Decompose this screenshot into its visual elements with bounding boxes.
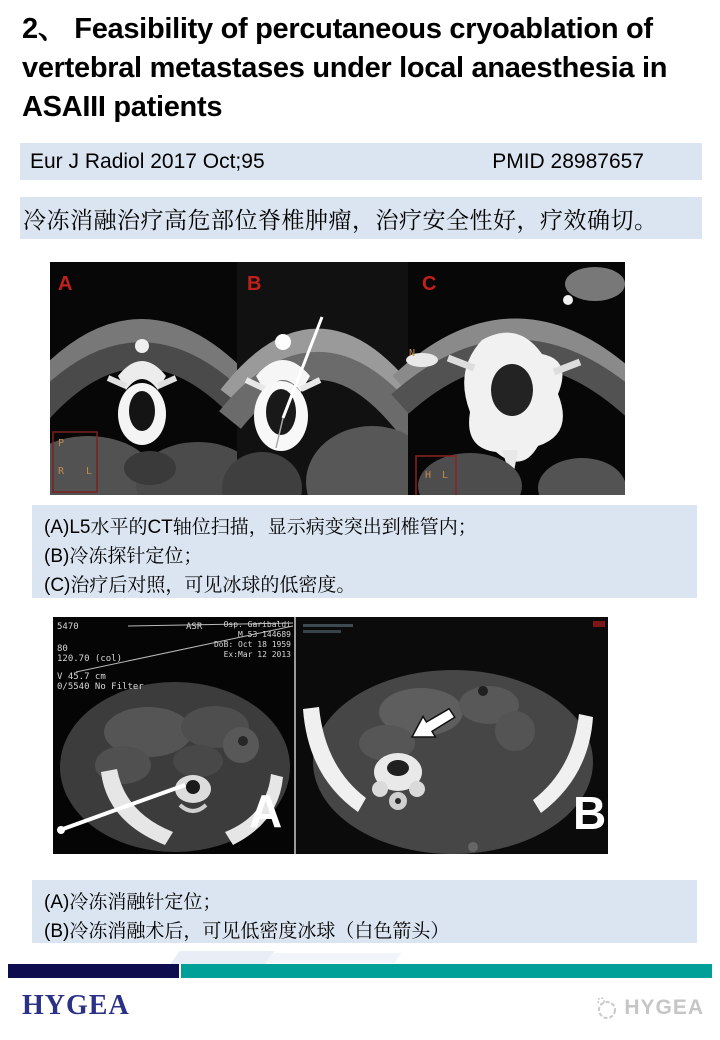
ct2-slice-b <box>294 617 608 854</box>
orientation-mark: P <box>58 438 65 449</box>
orientation-mark: H <box>425 470 432 481</box>
orientation-mark: N <box>409 348 416 359</box>
footer-navy-bar <box>8 964 179 978</box>
caption-line: (A)L5水平的CT轴位扫描，显示病变突出到椎管内； <box>44 517 477 538</box>
panel-label-a: A <box>58 273 73 295</box>
caption-line: (C)治疗后对照，可见冰球的低密度。 <box>44 575 356 596</box>
caption-line: (A)冷冻消融针定位； <box>44 892 222 913</box>
footer-teal-bar <box>181 964 712 978</box>
figure2-caption <box>32 880 697 943</box>
panel-label-a: A <box>249 785 283 837</box>
dicom-overlay: Osp. Garibaldi <box>223 620 291 629</box>
orientation-mark: L <box>442 470 449 481</box>
ct2-slice-a <box>53 617 295 854</box>
hygea-watermark-text: HYGEA <box>624 996 704 1019</box>
footer-decoration <box>264 953 401 963</box>
caption-line: (B)冷冻探针定位； <box>44 546 203 567</box>
footer-decoration <box>170 951 274 964</box>
ct-figure-2 <box>53 617 608 854</box>
summary-text: 冷冻消融治疗高危部位脊椎肿瘤，治疗安全性好，疗效确切。 <box>23 206 658 233</box>
ct1-slice-a <box>50 262 260 495</box>
figure1-caption <box>32 505 697 598</box>
panel-label-c: C <box>422 273 437 295</box>
red-marker <box>593 621 605 627</box>
dicom-overlay: V 45.7 cm <box>57 672 106 682</box>
hygea-watermark <box>593 995 704 1021</box>
ct1-slice-c <box>400 262 625 495</box>
dicom-overlay: ASR <box>186 622 203 632</box>
dicom-overlay: 0/5540 No Filter <box>57 682 144 692</box>
dicom-overlay: 5470 <box>57 622 79 632</box>
slide-title: 2、 Feasibility of percutaneous cryoablation of vertebral metastases under local anaesthesia in ASAIII patients <box>22 13 668 123</box>
dicom-overlay: DoB: Oct 18 1959 <box>213 640 291 649</box>
journal-reference: Eur J Radiol 2017 Oct;95 <box>30 149 265 173</box>
orientation-mark: L <box>86 466 93 477</box>
dicom-overlay: M 53 144689 <box>238 630 291 639</box>
summary-bar <box>20 197 702 239</box>
caption-line: (B)冷冻消融术后，可见低密度冰球（白色箭头） <box>44 921 450 942</box>
pmid: PMID 28987657 <box>492 149 644 173</box>
dicom-overlay: 80 <box>57 644 68 654</box>
dicom-overlay: 120.70 (col) <box>57 654 123 664</box>
hygea-logo: HYGEA <box>22 990 130 1021</box>
dicom-overlay: Ex:Mar 12 2013 <box>223 650 291 659</box>
panel-label-b: B <box>573 787 607 839</box>
panel-label-b: B <box>247 273 262 295</box>
ct-figure-1 <box>50 262 625 495</box>
orientation-mark: R <box>58 466 65 477</box>
hygea-watermark-icon <box>593 995 619 1021</box>
reference-bar <box>20 143 702 180</box>
